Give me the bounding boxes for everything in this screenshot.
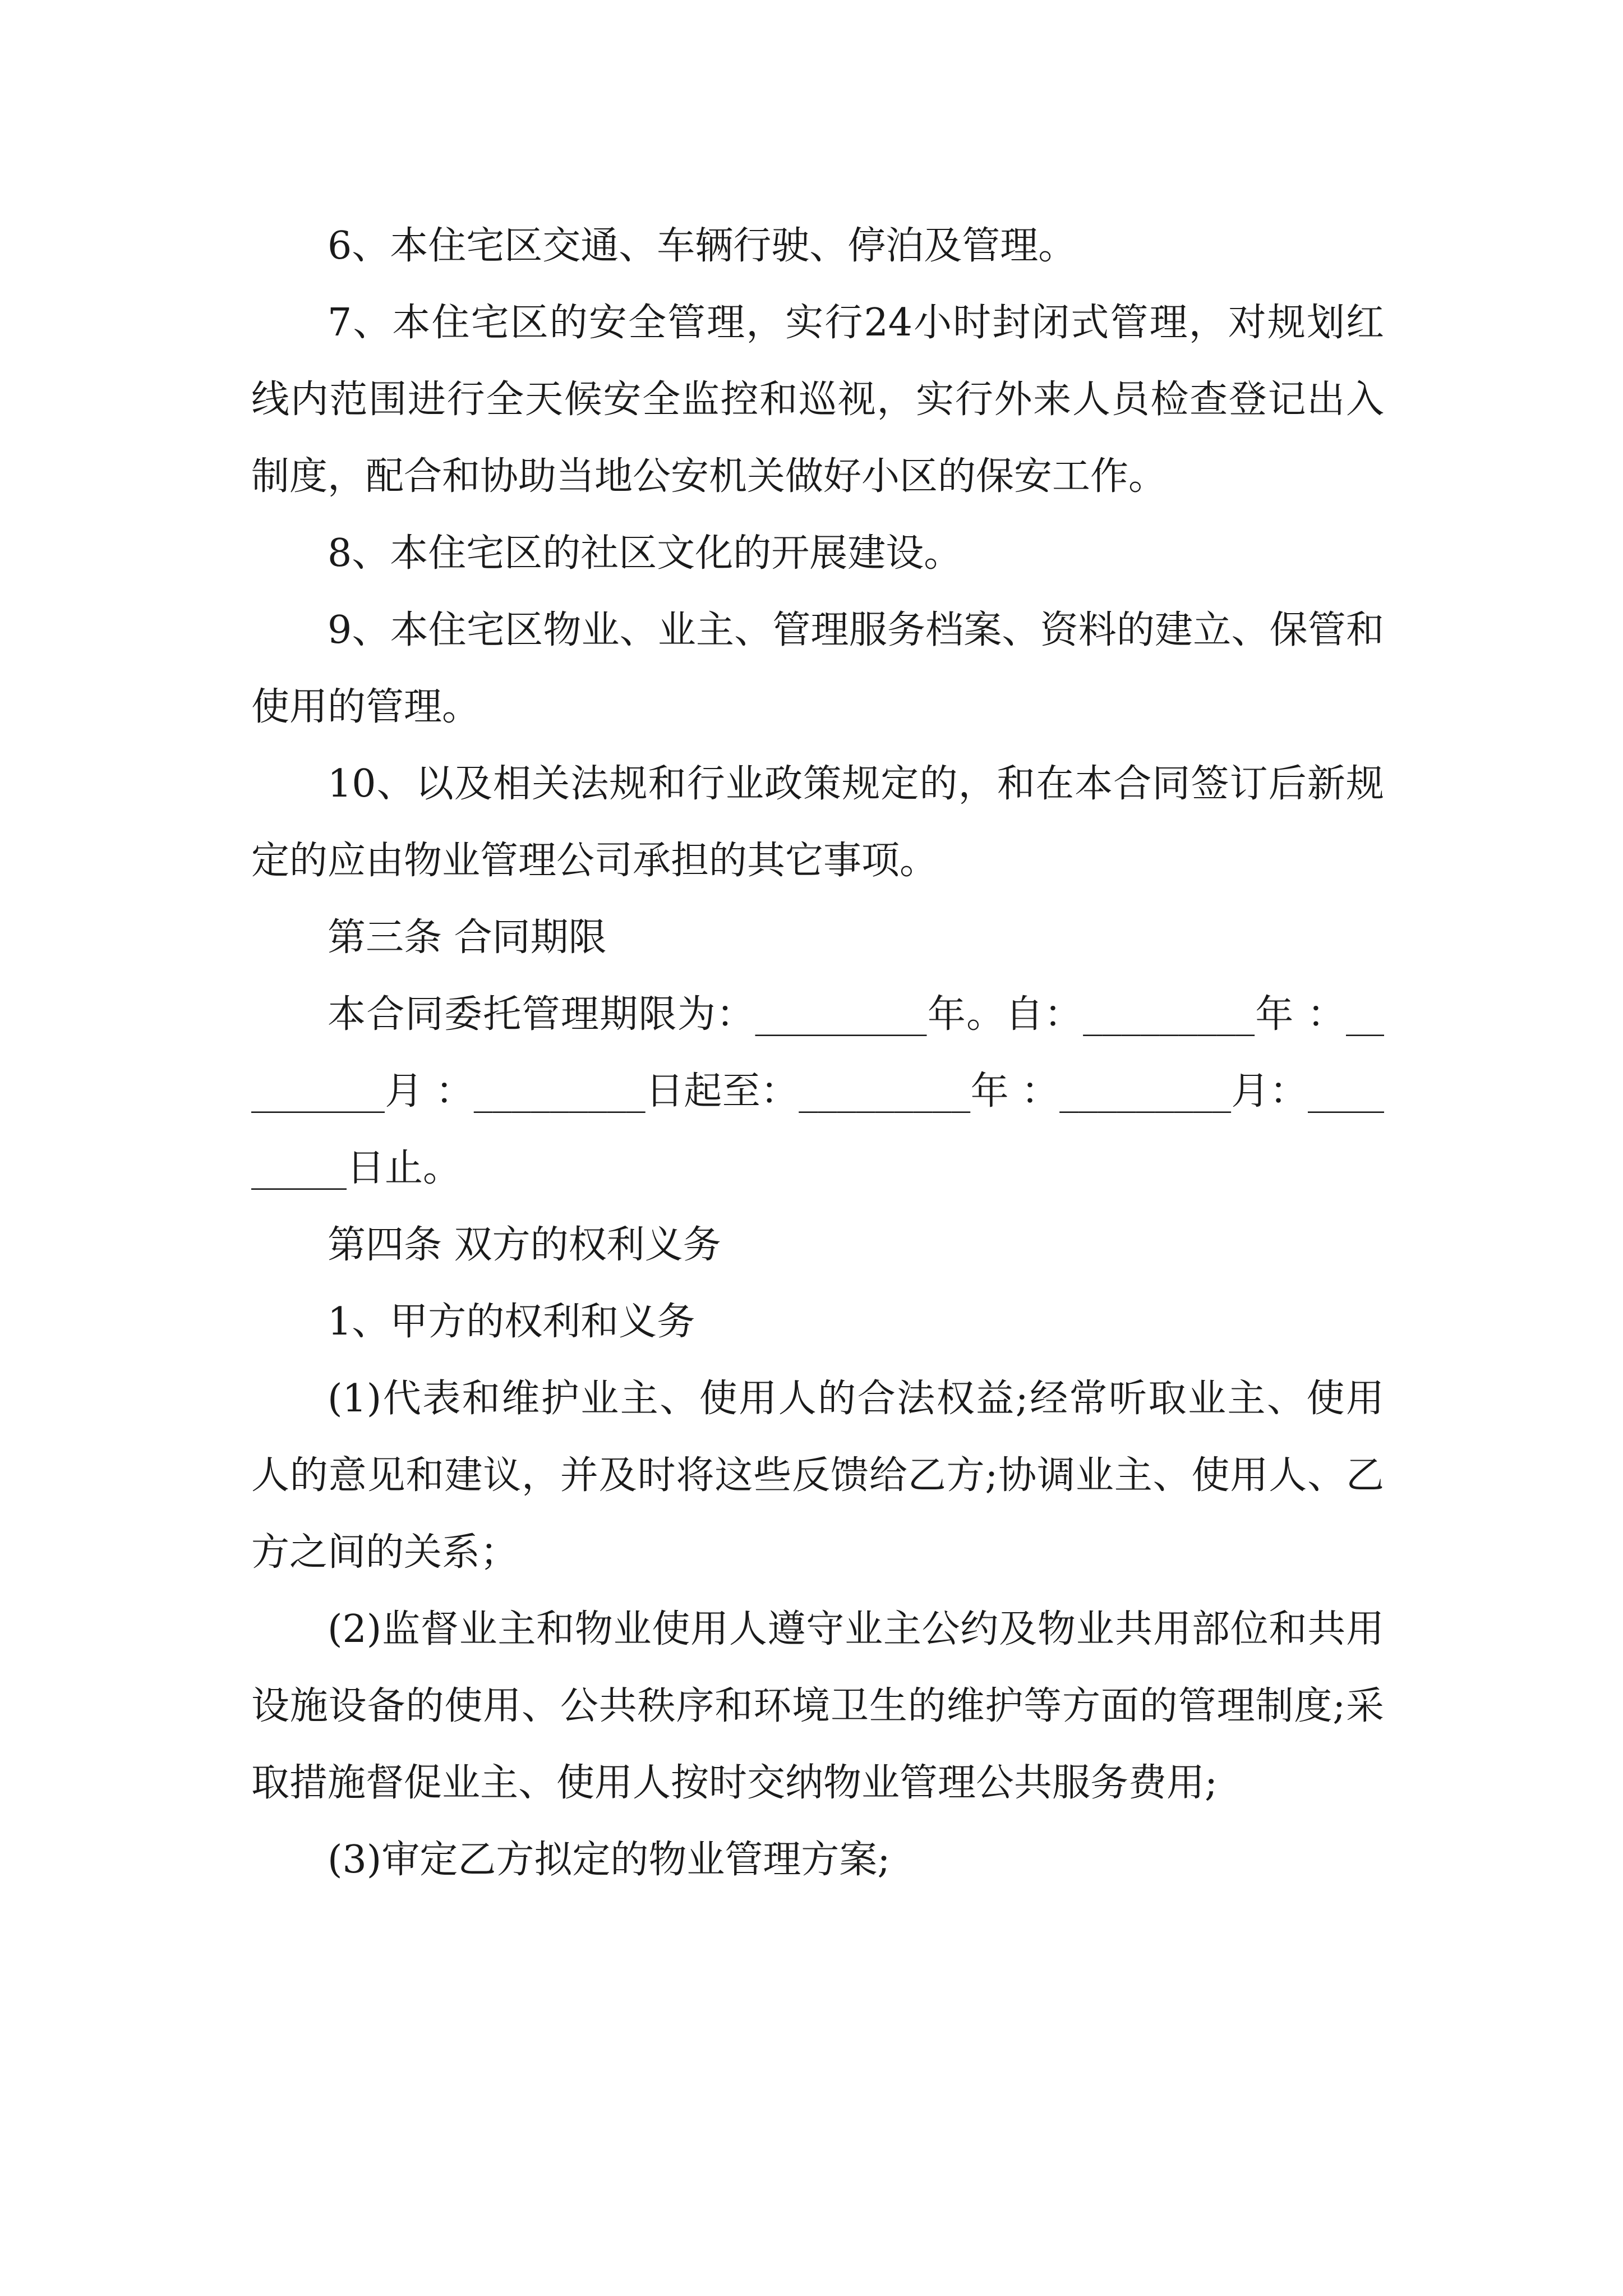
paragraph-item-9: 9、本住宅区物业、业主、管理服务档案、资料的建立、保管和使用的管理。 xyxy=(251,608,1384,729)
subsection-heading-party-a: 1、甲方的权利和义务 xyxy=(328,1300,695,1344)
paragraph-item-6: 6、本住宅区交通、车辆行驶、停泊及管理。 xyxy=(328,224,1077,268)
document-body xyxy=(251,208,1384,1898)
clause-3: (3)审定乙方拟定的物业管理方案; xyxy=(328,1838,891,1882)
clause-2: (2)监督业主和物业使用人遵守业主公约及物业共用部位和共用设施设备的使用、公共秩序和环境卫生的维护等方面的管理制度;采取措施督促业主、使用人按时交纳物业管理公共服务费用; xyxy=(251,1607,1384,1805)
paragraph-item-8: 8、本住宅区的社区文化的开展建设。 xyxy=(328,531,962,576)
contract-term-paragraph: 本合同委托管理期限为：_________年。自：_________年 ：_________月 ：_________日起至：_________年 ：_________月：_________日止。 xyxy=(251,992,1384,1190)
paragraph-item-7: 7、本住宅区的安全管理，实行24小时封闭式管理，对规划红线内范围进行全天候安全监控和巡视，实行外来人员检查登记出入制度，配合和协助当地公安机关做好小区的保安工作。 xyxy=(251,301,1384,499)
paragraph-item-10: 10、以及相关法规和行业政策规定的，和在本合同签订后新规定的应由物业管理公司承担的其它事项。 xyxy=(251,762,1384,883)
clause-1: (1)代表和维护业主、使用人的合法权益;经常听取业主、使用人的意见和建议，并及时将这些反馈给乙方;协调业主、使用人、乙方之间的关系； xyxy=(251,1377,1384,1575)
section-heading-article-4: 第四条 双方的权利义务 xyxy=(328,1223,721,1267)
section-heading-article-3: 第三条 合同期限 xyxy=(328,915,607,960)
